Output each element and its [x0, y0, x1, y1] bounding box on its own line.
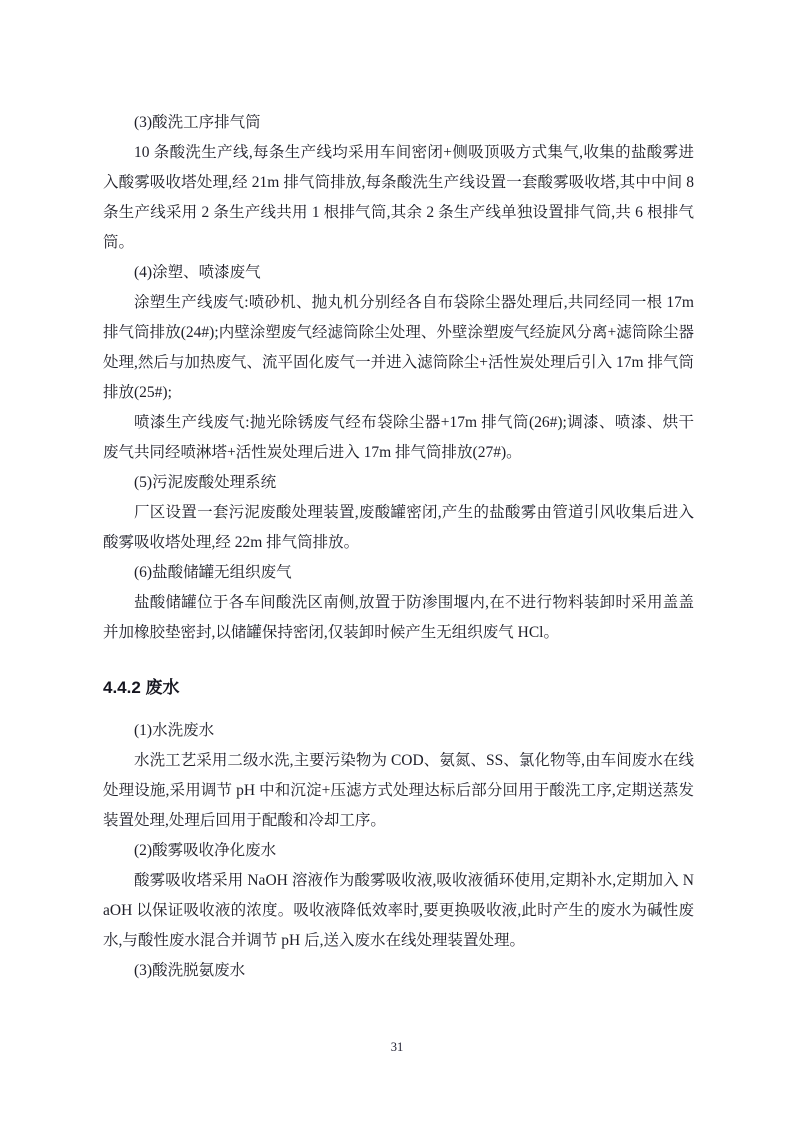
page-number: 31 [390, 1040, 404, 1054]
paragraph-sludge-waste-acid: 厂区设置一套污泥废酸处理装置,废酸罐密闭,产生的盐酸雾由管道引风收集后进入酸雾吸收塔处理,经 22m 排气筒排放。 [103, 504, 694, 551]
paragraph-pickling-lines: 10 条酸洗生产线,每条生产线均采用车间密闭+侧吸顶吸方式集气,收集的盐酸雾进入酸雾吸收塔处理,经 21m 排气筒排放,每条酸洗生产线设置一套酸雾吸收塔,其中中间 8 条生产线采用 2 条生产线共用 1 根排气筒,其余 2 条生产线单独设置排气筒,共 6 根排气筒。 [103, 144, 694, 251]
subheading-water-washing-wastewater: (1)水洗废水 [134, 722, 215, 739]
paragraph-acid-mist-absorption: 酸雾吸收塔采用 NaOH 溶液作为酸雾吸收液,吸收液循环使用,定期补水,定期加入 NaOH 以保证吸收液的浓度。吸收液降低效率时,要更换吸收液,此时产生的废水为碱性废水,与酸性废水混合并调节 pH 后,送入废水在线处理装置处理。 [103, 872, 694, 949]
paragraph-water-washing: 水洗工艺采用二级水洗,主要污染物为 COD、氨氮、SS、氯化物等,由车间废水在线处理设施,采用调节 pH 中和沉淀+压滤方式处理达标后部分回用于酸洗工序,定期送蒸发装置处理,处理后回用于配酸和冷却工序。 [103, 752, 694, 829]
heading-4-4-2-wastewater: 4.4.2 废水 [103, 678, 180, 697]
subheading-sludge-waste-acid-system: (5)污泥废酸处理系统 [134, 474, 277, 491]
subheading-pickling-stack: (3)酸洗工序排气筒 [134, 114, 261, 131]
paragraph-painting-line-gas: 喷漆生产线废气:抛光除锈废气经布袋除尘器+17m 排气筒(26#);调漆、喷漆、烘干废气共同经喷淋塔+活性炭处理后进入 17m 排气筒排放(27#)。 [103, 414, 694, 461]
subheading-acid-mist-absorption-wastewater: (2)酸雾吸收净化废水 [134, 842, 277, 859]
paragraph-hcl-tank: 盐酸储罐位于各车间酸洗区南侧,放置于防渗围堰内,在不进行物料装卸时采用盖盖并加橡胶垫密封,以储罐保持密闭,仅装卸时候产生无组织废气 HCl。 [103, 594, 694, 641]
subheading-coating-painting-gas: (4)涂塑、喷漆废气 [134, 264, 261, 281]
subheading-deamination-wastewater: (3)酸洗脱氨废水 [134, 962, 246, 979]
paragraph-coating-line-gas: 涂塑生产线废气:喷砂机、抛丸机分别经各自布袋除尘器处理后,共同经同一根 17m 排气筒排放(24#);内壁涂塑废气经滤筒除尘处理、外壁涂塑废气经旋风分离+滤筒除尘器处理,然后与加热废气、流平固化废气一并进入滤筒除尘+活性炭处理后引入 17m 排气筒排放(25#); [103, 294, 694, 401]
subheading-hcl-tank-fugitive-gas: (6)盐酸储罐无组织废气 [134, 564, 292, 581]
